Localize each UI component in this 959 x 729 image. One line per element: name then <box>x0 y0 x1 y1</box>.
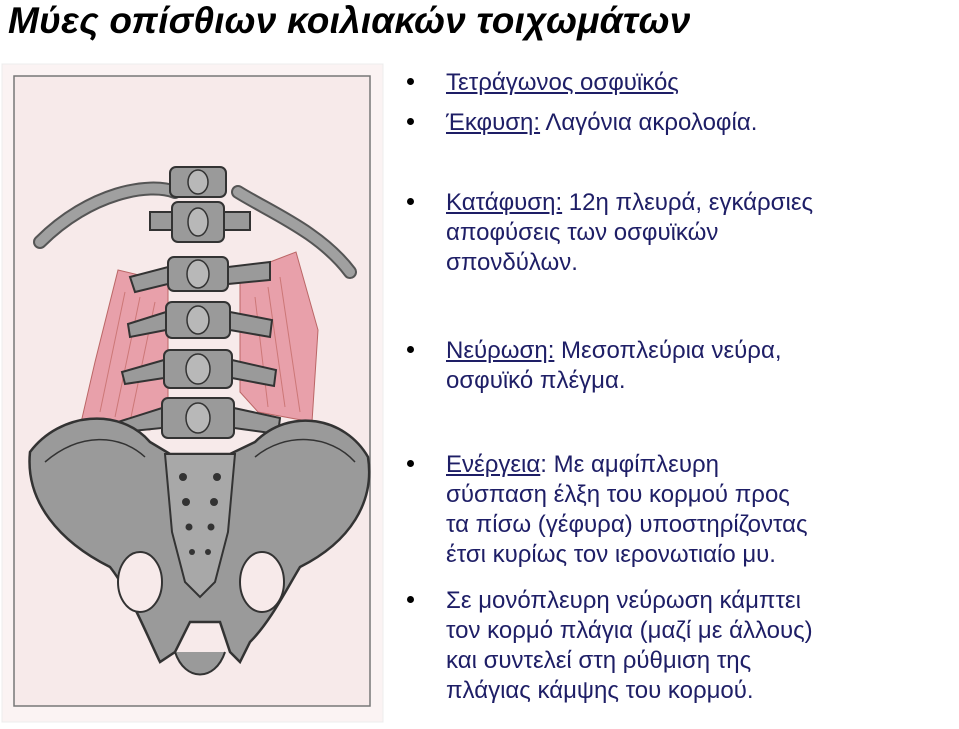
anatomy-illustration <box>0 62 385 724</box>
action-text: Ενέργεια: Με αμφίπλευρη σύσπαση έλξη του κορμού προς τα πίσω (γέφυρα) υποστηρίζοντας έτσι κυρίως τον ιερονωτιαίο μυ. <box>446 451 808 568</box>
bullet-dot <box>407 78 414 85</box>
bullet-dot <box>407 460 414 467</box>
muscle-name: Τετράγωνος οσφυϊκός <box>446 69 679 96</box>
innervation-text: Νεύρωση: Μεσοπλεύρια νεύρα, οσφυϊκό πλέγμα. <box>446 337 782 394</box>
unilateral-action-text: Σε μονόπλευρη νεύρωση κάμπτει τον κορμό πλάγια (μαζί με άλλους) και συντελεί στη ρύθμιση της πλάγιας κάμψης του κορμού. <box>446 587 813 704</box>
bullet-dot <box>407 118 414 125</box>
bullet-dot <box>407 198 414 205</box>
insertion-text: Κατάφυση: 12η πλευρά, εγκάρσιες αποφύσεις των οσφυϊκών σπονδύλων. <box>446 189 814 276</box>
page-title: Μύες οπίσθιων κοιλιακών τοιχωμάτων <box>8 0 691 41</box>
bullet-dot <box>407 596 414 603</box>
lumbar-spine-pelvis-drawing <box>0 62 385 724</box>
bullet-dot <box>407 346 414 353</box>
origin-text: Έκφυση: Λαγόνια ακρολοφία. <box>446 109 758 136</box>
